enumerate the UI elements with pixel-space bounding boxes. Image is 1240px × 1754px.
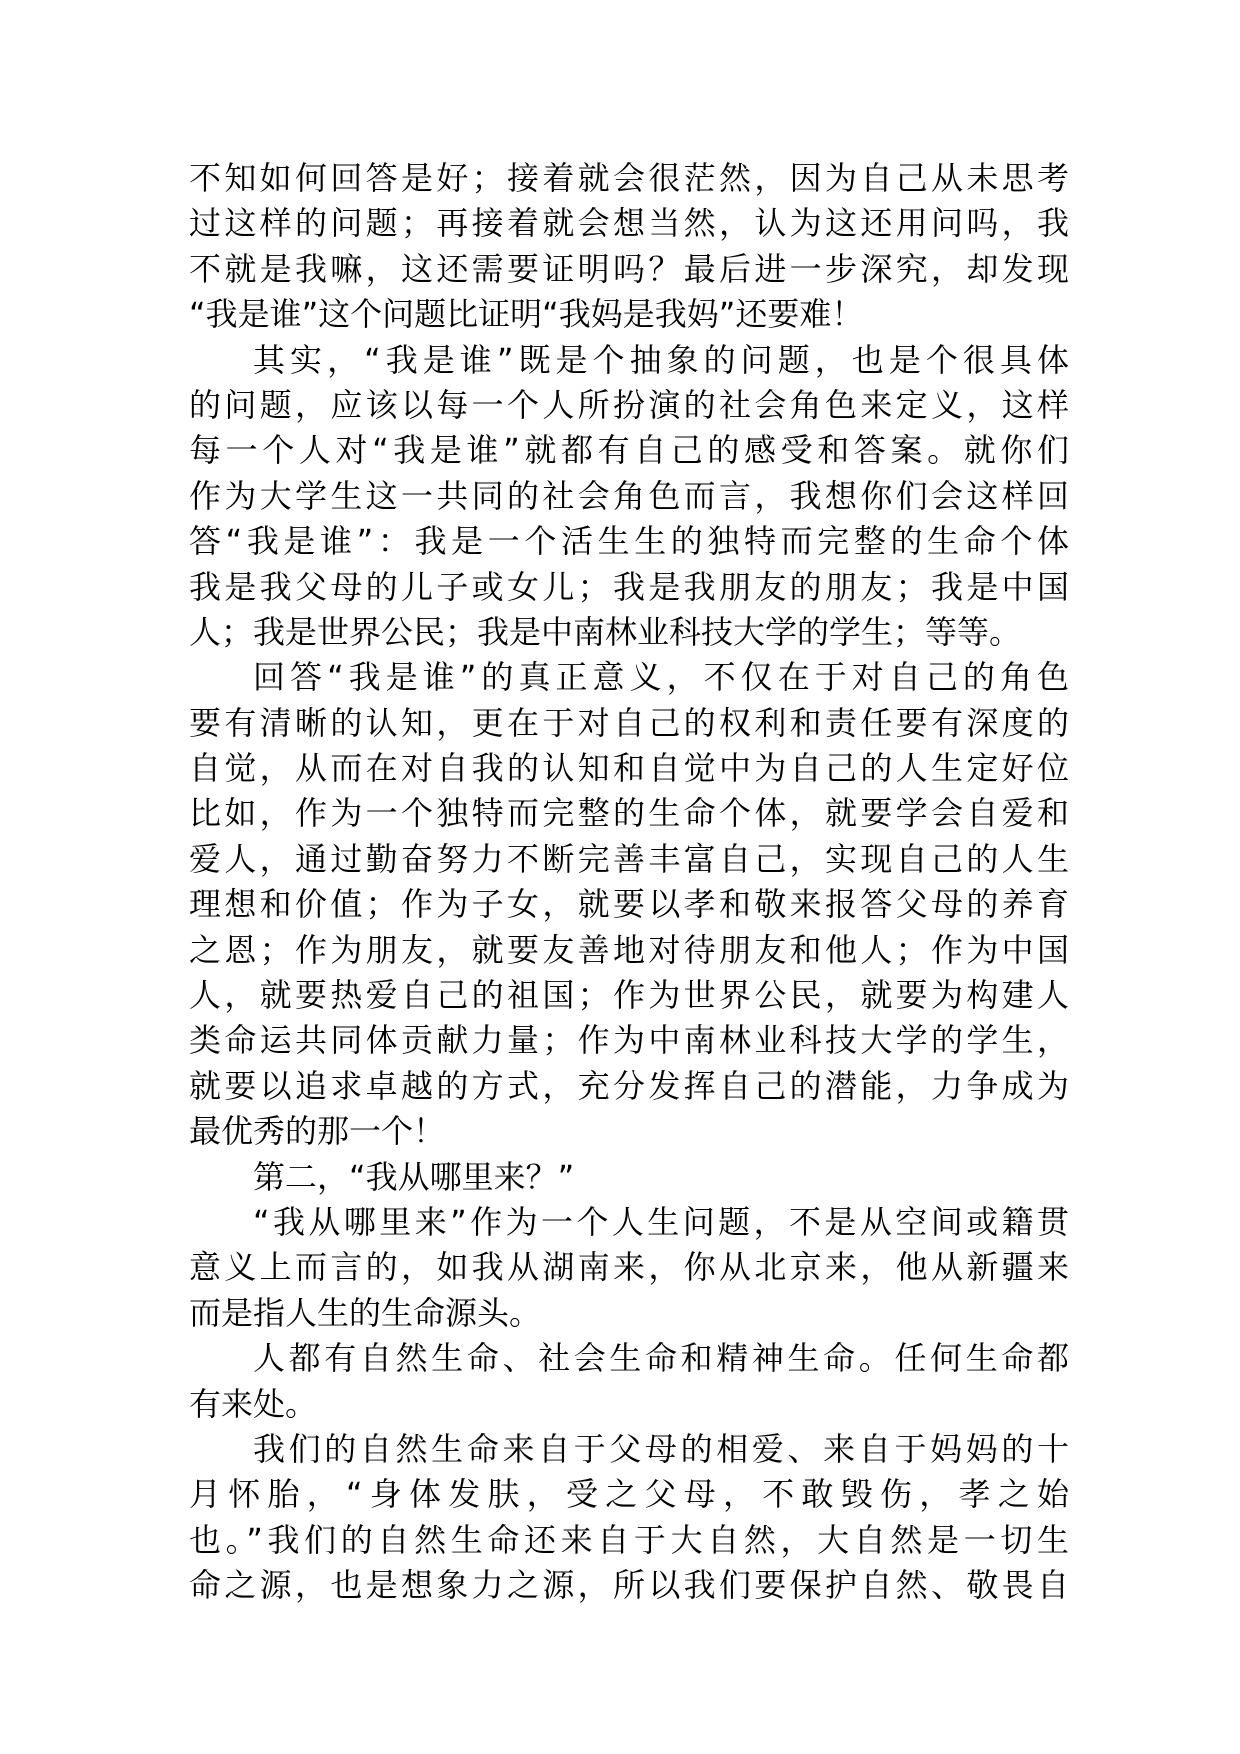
text-line: 有来处。 [189,1384,318,1423]
text-line: 比如，作为一个独特而完整的生命个体，就要学会自爱和 [189,794,1069,833]
text-line: 过这样的问题；再接着就会想当然，认为这还用问吗，我 [189,204,1069,243]
text-line: 人，就要热爱自己的祖国；作为世界公民，就要为构建人 [189,976,1069,1015]
text-line: 的问题，应该以每一个人所扮演的社会角色来定义，这样 [189,385,1069,424]
text-line: 而是指人生的生命源头。 [189,1293,542,1332]
text-line: 不就是我嘛，这还需要证明吗？最后进一步深究，却发现 [189,249,1069,288]
text-line: 答“我是谁”：我是一个活生生的独特而完整的生命个体 [189,522,1069,561]
text-line: 人；我是世界公民；我是中南林业科技大学的学生；等等。 [189,612,1022,651]
text-line: 类命运共同体贡献力量；作为中南林业科技大学的学生， [189,1021,1069,1060]
section-heading-line: 第二，“我从哪里来？” [253,1157,575,1196]
text-line: 我是我父母的儿子或女儿；我是我朋友的朋友；我是中国 [189,567,1069,606]
text-line: 意义上而言的，如我从湖南来，你从北京来，他从新疆来 [189,1248,1069,1287]
text-line: 理想和价值；作为子女，就要以孝和敬来报答父母的养育 [189,885,1069,924]
paragraph-start-line: 我们的自然生命来自于父母的相爱、来自于妈妈的十 [253,1429,1069,1468]
text-line: 每一个人对“我是谁”就都有自己的感受和答案。就你们 [189,431,1069,470]
text-line: 就要以追求卓越的方式，充分发挥自己的潜能，力争成为 [189,1066,1069,1105]
text-line: 作为大学生这一共同的社会角色而言，我想你们会这样回 [189,476,1069,515]
body-text [189,156,1069,1609]
text-line: 也。”我们的自然生命还来自于大自然，大自然是一切生 [189,1520,1069,1559]
paragraph-start-line: 回答“我是谁”的真正意义，不仅在于对自己的角色 [253,658,1069,697]
text-line: 要有清晰的认知，更在于对自己的权利和责任要有深度的 [189,703,1069,742]
paragraph-start-line: “我从哪里来”作为一个人生问题，不是从空间或籍贯 [253,1202,1069,1241]
text-line: 不知如何回答是好；接着就会很茫然，因为自己从未思考 [189,159,1069,197]
text-line: 爱人，通过勤奋努力不断完善丰富自己，实现自己的人生 [189,839,1069,878]
text-line: “我是谁”这个问题比证明“我妈是我妈”还要难！ [189,295,864,334]
paragraph-start-line: 人都有自然生命、社会生命和精神生命。任何生命都 [253,1339,1069,1378]
text-line: 最优秀的那一个！ [189,1112,446,1151]
text-line: 之恩；作为朋友，就要友善地对待朋友和他人；作为中国 [189,930,1069,969]
paragraph-start-line: 其实，“我是谁”既是个抽象的问题，也是个很具体 [253,340,1069,379]
text-line: 月怀胎，“身体发肤，受之父母，不敢毁伤，孝之始 [189,1475,1069,1514]
text-line: 自觉，从而在对自我的认知和自觉中为自己的人生定好位 [189,749,1069,788]
text-line: 命之源，也是想象力之源，所以我们要保护自然、敬畏自 [189,1566,1069,1605]
